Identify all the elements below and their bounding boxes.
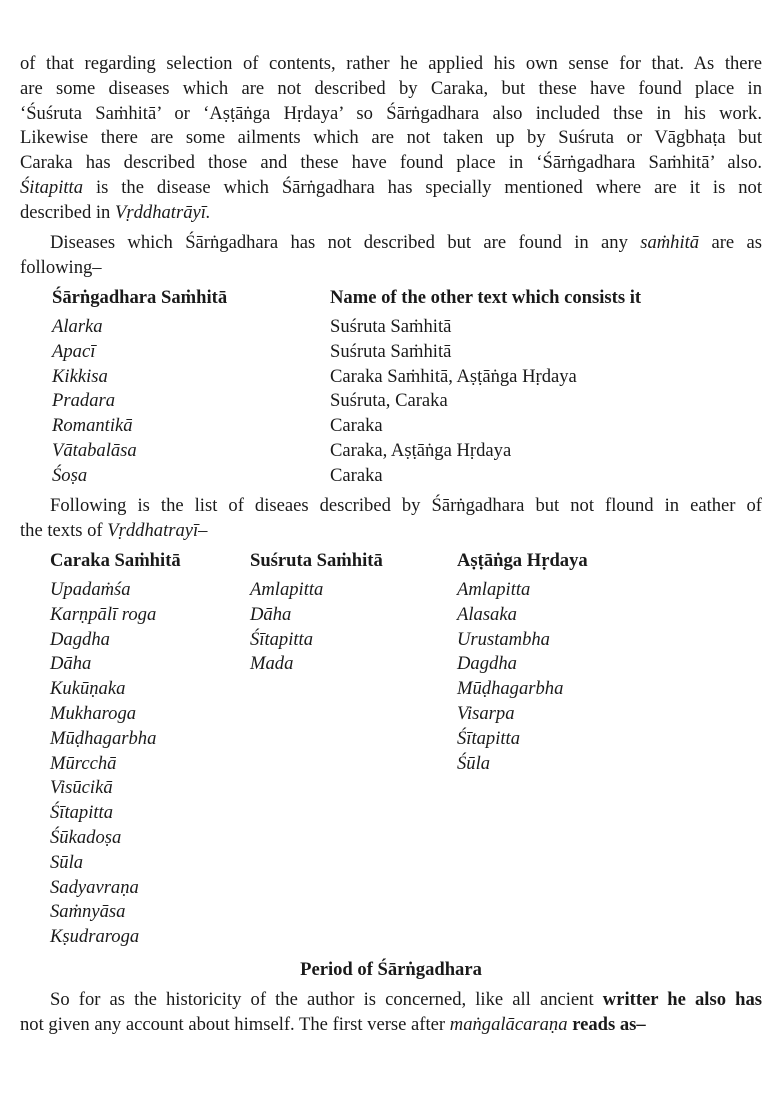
text-line <box>20 1013 762 1038</box>
table-cell: Upadaṁśa <box>50 578 131 600</box>
column-header: Suśruta Saṁhitā <box>250 550 383 572</box>
table-row <box>20 578 762 603</box>
table-row <box>20 389 762 414</box>
text-segment: Vṛddhatrayī– <box>107 519 208 541</box>
table-row <box>20 464 762 489</box>
text-segment: Vṛddhatrāyī. <box>115 201 211 223</box>
text-line <box>20 201 762 226</box>
text-segment: saṁhitā <box>640 232 700 254</box>
column-header: Aṣṭāṅga Hṛdaya <box>457 550 588 572</box>
text-segment: are as <box>699 232 762 254</box>
table-cell: Apacī <box>52 340 96 362</box>
text-segment: of that regarding selection of contents, rather he applied his own sense for that. As there <box>20 53 762 74</box>
table-row <box>20 652 762 677</box>
table-cell: Suśruta, Caraka <box>330 390 448 412</box>
text-segment: ‘Śuśruta Saṁhitā’ or ‘Aṣṭāṅga Hṛdaya’ so Śārṅgadhara also included thse in his work. <box>20 102 762 124</box>
table-cell: Visūcikā <box>50 777 113 799</box>
table-cell: Dāha <box>250 603 292 625</box>
document-page <box>20 52 762 1038</box>
table-cell: Śītapitta <box>50 802 114 824</box>
table-row <box>20 439 762 464</box>
table-row <box>20 900 762 925</box>
table-cell: Dāha <box>50 653 92 675</box>
text-segment: maṅgalācaraṇa <box>449 1013 568 1035</box>
table-cell: Sūla <box>50 851 84 873</box>
column-header: Śārṅgadhara Saṁhitā <box>52 287 228 309</box>
table-cell: Pradara <box>52 390 116 412</box>
table-row <box>20 925 762 950</box>
table-row <box>20 702 762 727</box>
text-line <box>20 256 762 281</box>
table-cell: Alarka <box>52 315 103 337</box>
table-cell: Kikkisa <box>52 365 108 387</box>
text-line <box>20 988 762 1013</box>
table-cell: Saṁnyāsa <box>50 901 126 923</box>
text-segment: the texts of <box>20 519 108 541</box>
text-line <box>20 126 762 151</box>
table-cell: Caraka, Aṣṭāṅga Hṛdaya <box>330 439 512 461</box>
table-cell: Śūkadoṣa <box>50 826 122 848</box>
section-heading: Period of Śārṅgadhara <box>300 958 482 980</box>
table-cell: Suśruta Saṁhitā <box>330 340 452 362</box>
text-segment: following– <box>20 256 102 278</box>
table-cell: Mūrcchā <box>50 752 117 774</box>
table-row <box>20 340 762 365</box>
table-cell: Kukūṇaka <box>50 678 126 700</box>
table-row <box>20 801 762 826</box>
text-segment: is the disease which Śārṅgadhara has specially mentioned where are it is not <box>83 176 762 198</box>
table-cell: Dagdha <box>50 628 110 650</box>
text-segment: described in <box>20 201 116 223</box>
table-cell: Caraka Saṁhitā, Aṣṭāṅga Hṛdaya <box>330 365 577 387</box>
table-diseases-other-texts <box>20 286 762 488</box>
text-segment: So for as the historicity of the author is concerned, like all ancient <box>50 989 603 1011</box>
table-header <box>20 549 762 574</box>
text-segment: Following is the list of diseaes described by Śārṅgadhara but not flound in eather of <box>50 495 762 517</box>
table-header <box>20 286 762 311</box>
text-segment: are some diseases which are not described by Caraka, but these have found place in <box>20 77 762 99</box>
table-row <box>20 826 762 851</box>
table-cell: Vātabalāsa <box>52 439 137 461</box>
column-header: Caraka Saṁhitā <box>50 550 181 572</box>
table-cell: Caraka <box>330 415 383 437</box>
table-cell: Visarpa <box>457 702 515 724</box>
table-cell: Dagdha <box>457 653 517 675</box>
table-cell: Śoṣa <box>52 464 88 486</box>
table-cell: Śītapitta <box>457 727 521 749</box>
table-cell: Śūla <box>457 752 491 774</box>
table-cell: Śītapitta <box>250 628 314 650</box>
table-cell: Karṇpālī roga <box>50 603 157 625</box>
text-line <box>20 151 762 176</box>
table-cell: Alasaka <box>457 603 517 625</box>
table-cell: Urustambha <box>457 628 550 650</box>
paragraph-selection-of-contents <box>20 52 762 226</box>
table-cell: Sadyavraṇa <box>50 876 139 898</box>
text-line <box>20 102 762 127</box>
text-segment: writter he also has <box>602 989 762 1011</box>
table-row <box>20 603 762 628</box>
text-segment: reads as– <box>572 1013 646 1035</box>
table-cell: Mūḍhagarbha <box>50 727 157 749</box>
table-row <box>20 752 762 777</box>
text-segment: Śitapitta <box>20 176 84 198</box>
table-row <box>20 414 762 439</box>
paragraph-historicity <box>20 988 762 1038</box>
table-row <box>20 365 762 390</box>
text-line <box>20 494 762 519</box>
text-line <box>20 519 762 544</box>
table-cell: Kṣudraroga <box>50 926 140 948</box>
table-cell: Caraka <box>330 464 383 486</box>
table-cell: Romantikā <box>52 415 133 437</box>
paragraph-diseases-not-in-vrddhatrayi <box>20 494 762 544</box>
table-cell: Suśruta Saṁhitā <box>330 315 452 337</box>
table-cell: Mada <box>250 653 294 675</box>
table-row <box>20 727 762 752</box>
table-row <box>20 851 762 876</box>
text-segment: Diseases which Śārṅgadhara has not described but are found in any <box>50 232 641 254</box>
table-diseases-by-text <box>20 549 762 950</box>
text-segment: Likewise there are some ailments which are not taken up by Suśruta or Vāgbhaṭa but <box>20 127 762 149</box>
table-row <box>20 876 762 901</box>
text-line <box>20 52 762 77</box>
table-row <box>20 315 762 340</box>
text-line <box>20 231 762 256</box>
paragraph-diseases-not-described <box>20 231 762 281</box>
table-cell: Amlapitta <box>457 578 531 600</box>
table-cell: Mukharoga <box>50 702 137 724</box>
table-cell: Mūḍhagarbha <box>457 678 564 700</box>
text-line <box>20 77 762 102</box>
text-segment: not given any account about himself. The first verse after <box>20 1013 450 1035</box>
table-cell: Amlapitta <box>250 578 324 600</box>
table-row <box>20 776 762 801</box>
table-row <box>20 677 762 702</box>
text-line <box>20 176 762 201</box>
text-segment: Caraka has described those and these have found place in ‘Śārṅgadhara Saṁhitā’ also. <box>20 152 762 174</box>
table-row <box>20 628 762 653</box>
column-header: Name of the other text which consists it <box>330 287 642 309</box>
